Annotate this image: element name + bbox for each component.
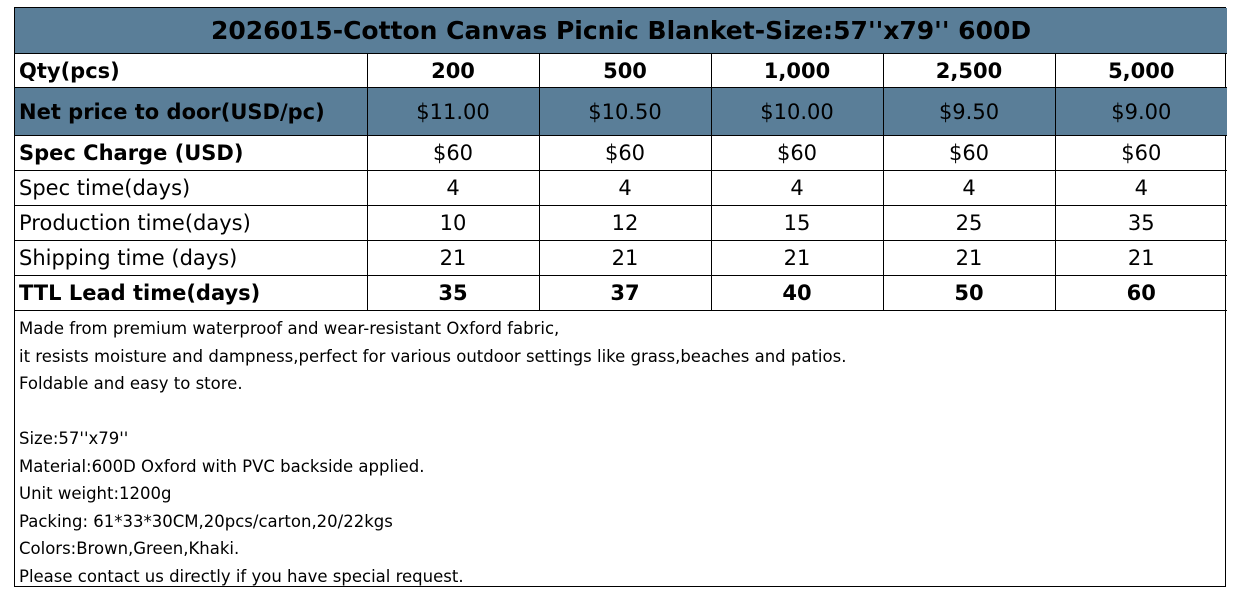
spec-time-value: 4 xyxy=(883,171,1055,206)
spec-time-value: 4 xyxy=(367,171,539,206)
production-time-value: 15 xyxy=(711,206,883,241)
note-line: Made from premium waterproof and wear-resistant Oxford fabric, xyxy=(19,319,560,338)
note-line: Unit weight:1200g xyxy=(19,484,172,503)
spec-charge-value: $60 xyxy=(539,136,711,171)
note-line: it resists moisture and dampness,perfect for various outdoor settings like grass,beaches and patios. xyxy=(19,346,847,366)
ttl-lead-time-value: 60 xyxy=(1055,276,1227,311)
spec-time-value: 4 xyxy=(539,171,711,206)
note-line: Packing: 61*33*30CM,20pcs/carton,20/22kgs xyxy=(19,511,393,531)
note-line: Foldable and easy to store. xyxy=(19,374,243,393)
production-time-value: 35 xyxy=(1055,206,1227,241)
spec-charge-value: $60 xyxy=(711,136,883,171)
production-time-value: 12 xyxy=(539,206,711,241)
shipping-time-value: 21 xyxy=(1055,241,1227,276)
qty-label: Qty(pcs) xyxy=(15,54,367,88)
qty-value: 500 xyxy=(539,54,711,88)
production-time-value: 25 xyxy=(883,206,1055,241)
spec-time-label: Spec time(days) xyxy=(15,171,367,206)
spec-time-value: 4 xyxy=(711,171,883,206)
shipping-time-value: 21 xyxy=(539,241,711,276)
qty-value: 200 xyxy=(367,54,539,88)
qty-row xyxy=(15,54,1227,88)
table-title: 2026015-Cotton Canvas Picnic Blanket-Size:57''x79'' 600D xyxy=(15,8,1227,54)
net-price-value: $10.50 xyxy=(539,88,711,136)
net-price-value: $9.00 xyxy=(1055,88,1227,136)
shipping-time-label: Shipping time (days) xyxy=(15,241,367,276)
spec-charge-value: $60 xyxy=(1055,136,1227,171)
pricing-table xyxy=(15,8,1227,311)
production-time-row xyxy=(15,206,1227,241)
ttl-lead-time-value: 37 xyxy=(539,276,711,311)
note-line: Please contact us directly if you have special request. xyxy=(19,566,464,586)
spec-charge-value: $60 xyxy=(883,136,1055,171)
qty-value: 5,000 xyxy=(1055,54,1227,88)
ttl-lead-time-value: 50 xyxy=(883,276,1055,311)
shipping-time-value: 21 xyxy=(883,241,1055,276)
shipping-time-value: 21 xyxy=(711,241,883,276)
production-time-value: 10 xyxy=(367,206,539,241)
ttl-lead-time-value: 40 xyxy=(711,276,883,311)
shipping-time-value: 21 xyxy=(367,241,539,276)
spec-time-row xyxy=(15,171,1227,206)
ttl-lead-time-row xyxy=(15,276,1227,311)
shipping-time-row xyxy=(15,241,1227,276)
net-price-label: Net price to door(USD/pc) xyxy=(15,88,367,136)
note-line: Size:57''x79'' xyxy=(19,429,129,448)
spec-charge-row xyxy=(15,136,1227,171)
note-line xyxy=(19,398,1225,426)
net-price-row xyxy=(15,88,1227,136)
spec-charge-label: Spec Charge (USD) xyxy=(15,136,367,171)
production-time-label: Production time(days) xyxy=(15,206,367,241)
net-price-value: $10.00 xyxy=(711,88,883,136)
qty-value: 1,000 xyxy=(711,54,883,88)
spec-time-value: 4 xyxy=(1055,171,1227,206)
net-price-value: $9.50 xyxy=(883,88,1055,136)
ttl-lead-time-label: TTL Lead time(days) xyxy=(15,276,367,311)
price-sheet xyxy=(14,7,1226,587)
spec-charge-value: $60 xyxy=(367,136,539,171)
net-price-value: $11.00 xyxy=(367,88,539,136)
ttl-lead-time-value: 35 xyxy=(367,276,539,311)
qty-value: 2,500 xyxy=(883,54,1055,88)
note-line: Colors:Brown,Green,Khaki. xyxy=(19,539,240,558)
note-line: Material:600D Oxford with PVC backside applied. xyxy=(19,456,425,476)
product-notes xyxy=(15,311,1225,590)
